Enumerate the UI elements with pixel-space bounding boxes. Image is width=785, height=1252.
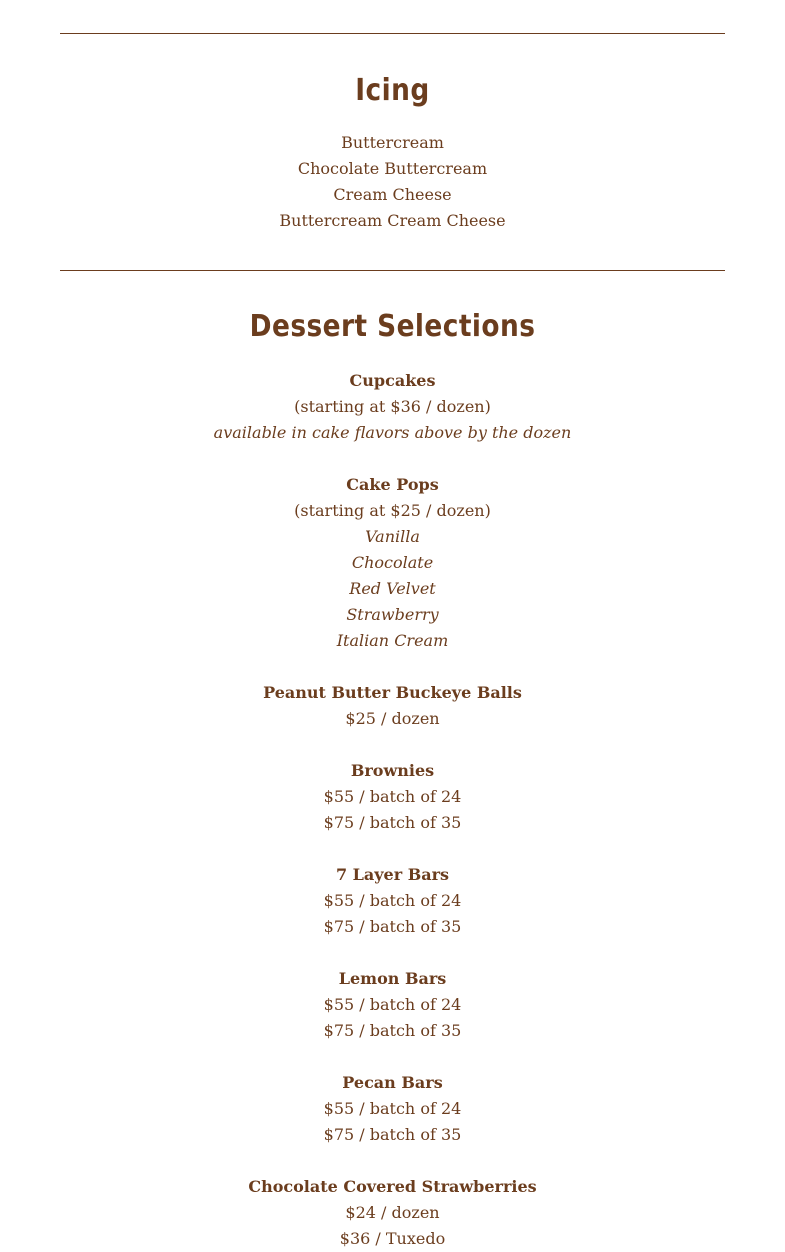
cake-pop-flavor: Chocolate — [351, 553, 434, 572]
dessert-price: $36 / Tuxedo — [339, 1229, 446, 1248]
dessert-name-cupcakes: Cupcakes — [349, 371, 436, 390]
dessert-price: $55 / batch of 24 — [323, 891, 462, 910]
dessert-name-cake-pops: Cake Pops — [346, 475, 439, 494]
dessert-name-pecan-bars: Pecan Bars — [342, 1073, 443, 1092]
top-divider — [60, 33, 725, 34]
dessert-list — [0, 368, 785, 1252]
dessert-price: $75 / batch of 35 — [323, 917, 462, 936]
icing-item: Buttercream — [341, 133, 444, 152]
dessert-name-lemon-bars: Lemon Bars — [338, 969, 447, 988]
cake-pop-flavor: Red Velvet — [349, 579, 436, 598]
dessert-price: $55 / batch of 24 — [323, 1099, 462, 1118]
dessert-selections-heading: Dessert Selections — [249, 309, 536, 344]
dessert-name-buckeye-balls: Peanut Butter Buckeye Balls — [263, 683, 522, 702]
icing-heading: Icing — [355, 73, 430, 108]
dessert-name-chocolate-covered-strawberries: Chocolate Covered Strawberries — [248, 1177, 537, 1196]
dessert-price: (starting at $25 / dozen) — [294, 501, 491, 520]
dessert-price: $55 / batch of 24 — [323, 995, 462, 1014]
icing-item: Chocolate Buttercream — [297, 159, 488, 178]
dessert-note: available in cake flavors above by the dozen — [213, 423, 572, 442]
dessert-price: $24 / dozen — [345, 1203, 440, 1222]
cake-pop-flavor: Vanilla — [365, 527, 420, 546]
dessert-price: $55 / batch of 24 — [323, 787, 462, 806]
dessert-price: (starting at $36 / dozen) — [294, 397, 491, 416]
dessert-price: $25 / dozen — [345, 709, 440, 728]
section-divider — [60, 270, 725, 271]
icing-item: Buttercream Cream Cheese — [279, 211, 506, 230]
dessert-price: $75 / batch of 35 — [323, 1021, 462, 1040]
cake-pop-flavor: Strawberry — [346, 605, 439, 624]
icing-list — [0, 130, 785, 234]
dessert-price: $75 / batch of 35 — [323, 813, 462, 832]
dessert-name-7-layer-bars: 7 Layer Bars — [335, 865, 450, 884]
icing-item: Cream Cheese — [333, 185, 452, 204]
dessert-name-brownies: Brownies — [350, 761, 435, 780]
dessert-price: $75 / batch of 35 — [323, 1125, 462, 1144]
cake-pop-flavor: Italian Cream — [336, 631, 449, 650]
